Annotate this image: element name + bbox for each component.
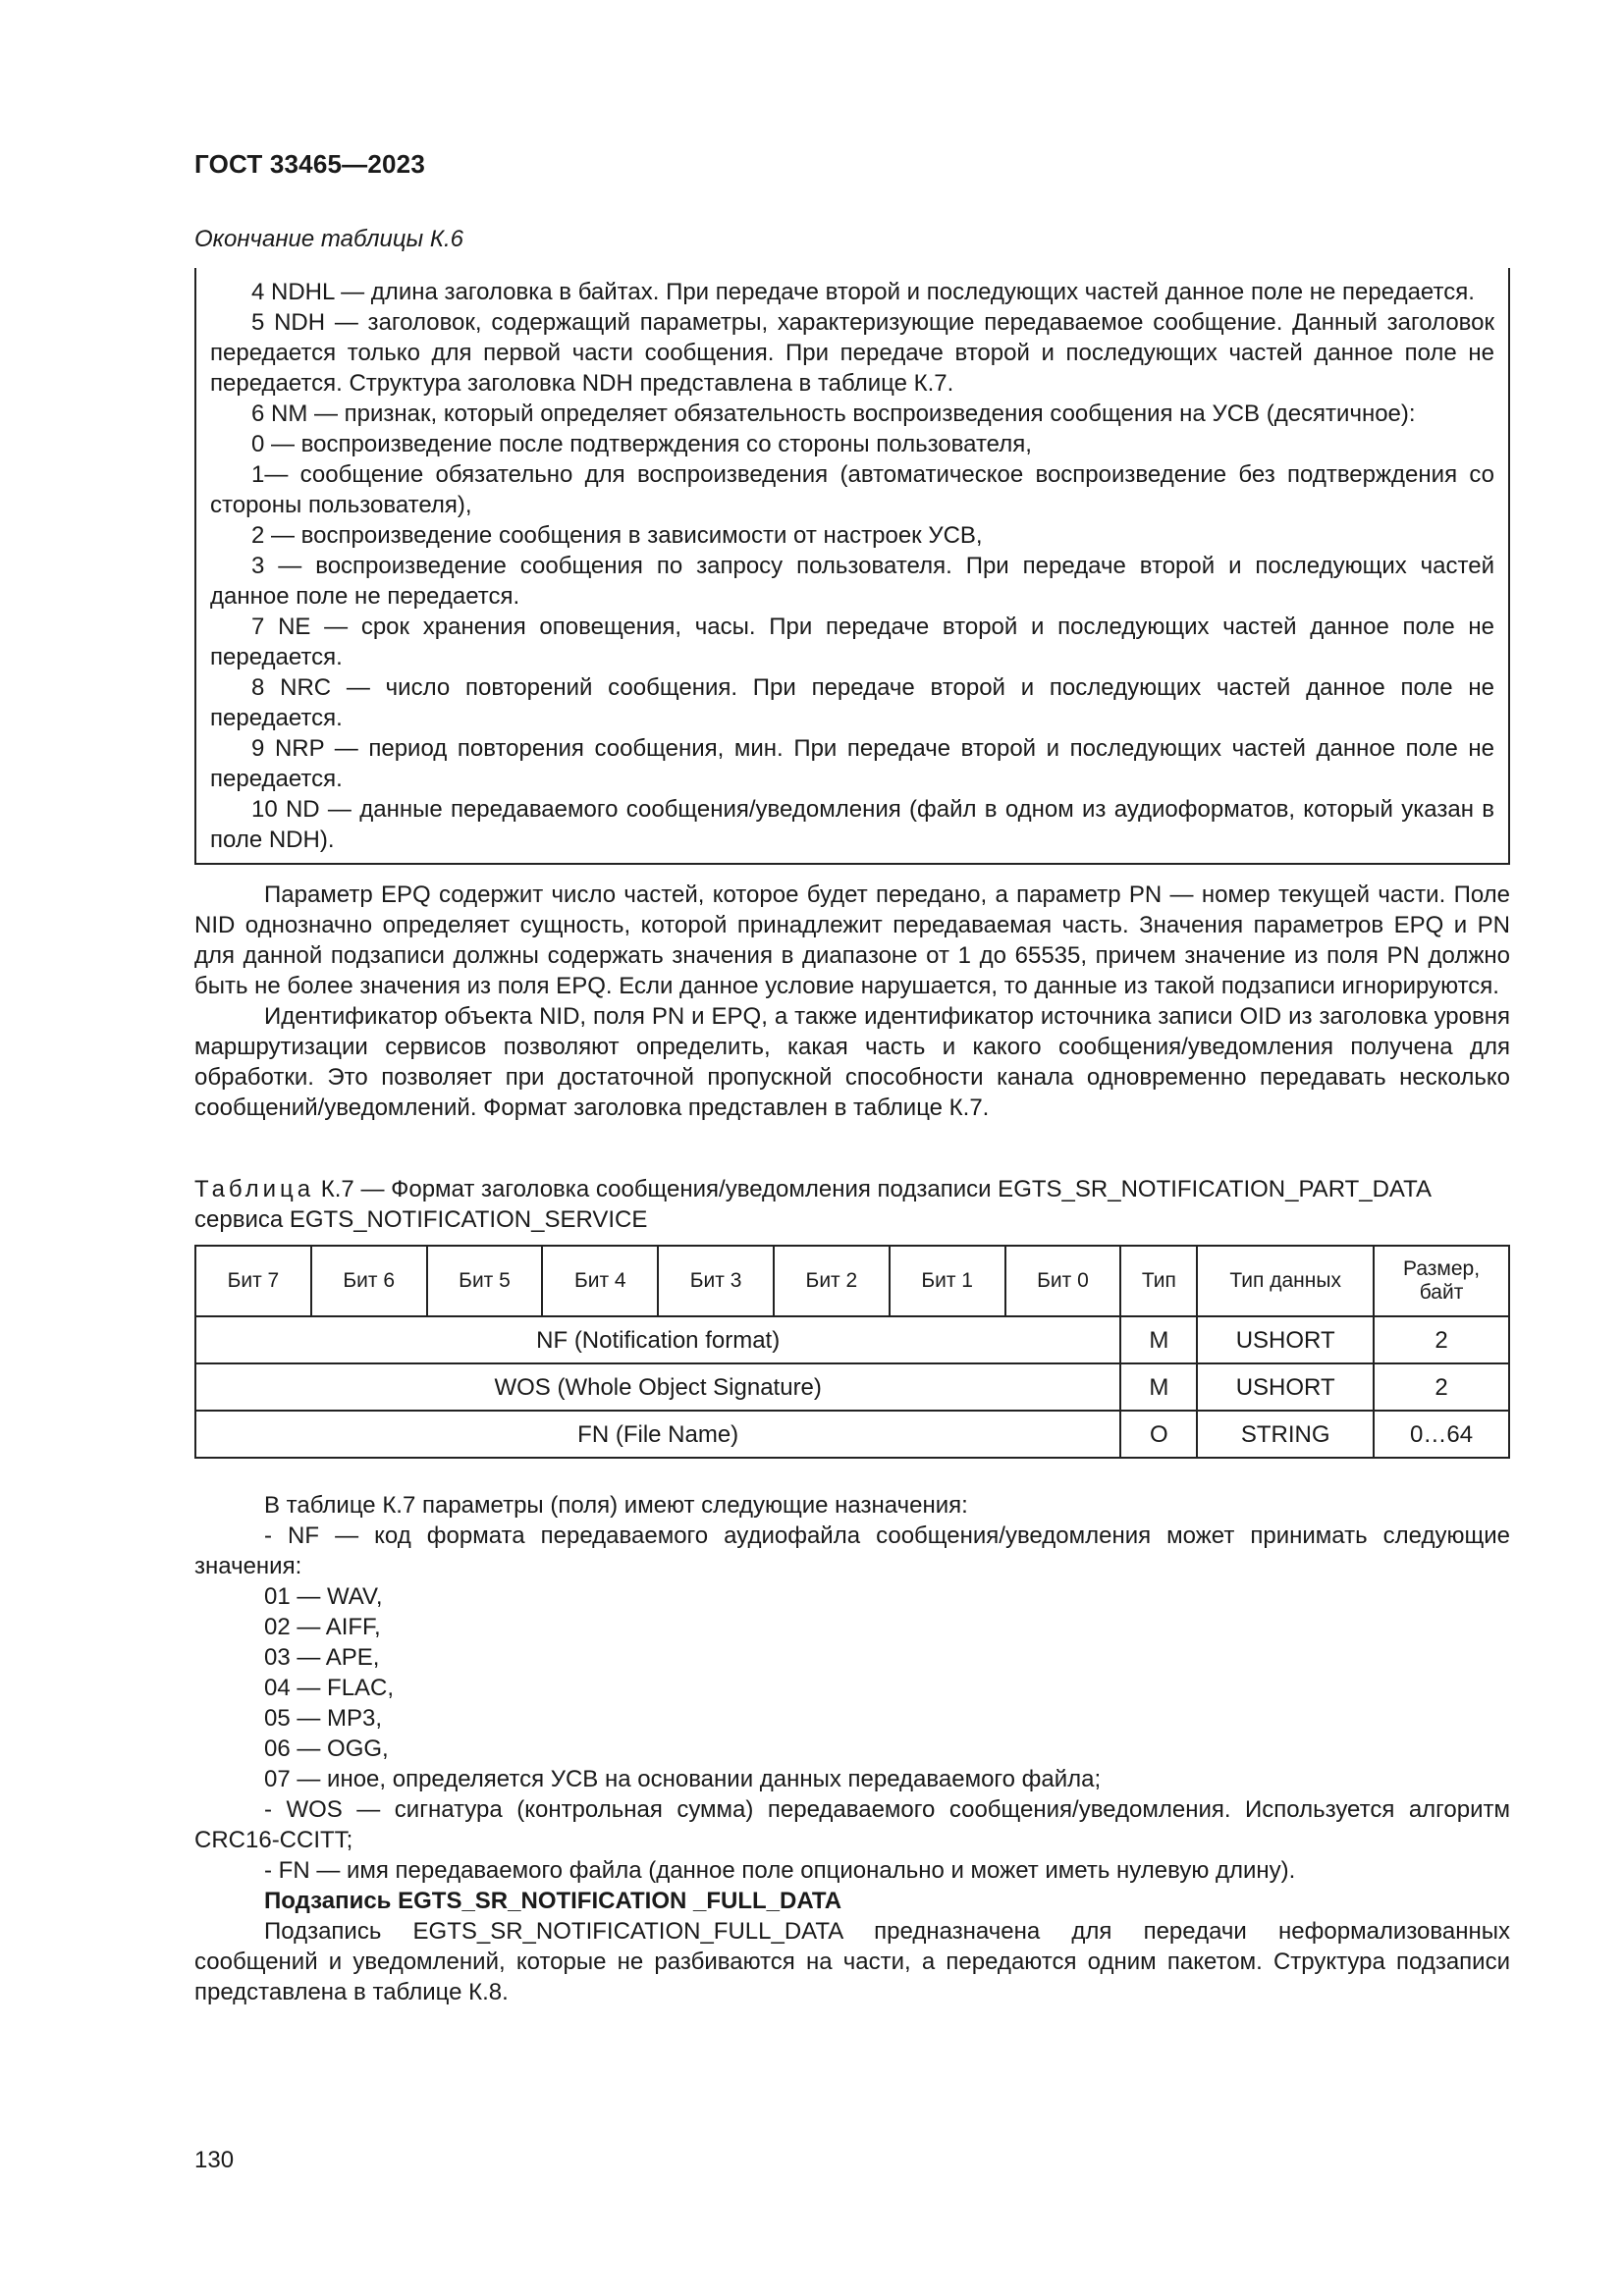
size-cell: 2 [1374,1363,1509,1411]
header-bit4: Бит 4 [542,1246,658,1316]
description-paragraph: - FN — имя передаваемого файла (данное поле опционально и может иметь нулевую длину). [264,1857,1296,1884]
table-row [195,1316,1509,1363]
header-bit0: Бит 0 [1005,1246,1121,1316]
size-cell: 0…64 [1374,1411,1509,1458]
format-code-item: 01 — WAV, [264,1583,383,1610]
table-k6-notes [194,268,1510,865]
data-type-cell: USHORT [1197,1363,1374,1411]
body-paragraph: Параметр EPQ содержит число частей, которое будет передано, а параметр PN — номер текущей части. Поле NID однозначно определяет сущность, которой принадлежит передаваемая часть. Значения параметров EPQ и PN для данной подзаписи должны содержать значения в диапазоне от 1 до 65535, причем значение из поля PN должно быть не более значения из поля EPQ. Если данное условие нарушается, то данные из такой подзаписи игнорируются. [194,881,1510,999]
note-item: 7 NE — срок хранения оповещения, часы. При передаче второй и последующих частей данное поле не передается. [210,614,1494,670]
table-row [195,1363,1509,1411]
table-caption-word: Таблица [194,1176,315,1202]
note-item: 8 NRC — число повторений сообщения. При передаче второй и последующих частей данное поле не передается. [210,674,1494,731]
field-name-cell: FN (File Name) [195,1411,1120,1458]
table-k7-description [194,1490,1510,2007]
description-paragraph: Подзапись EGTS_SR_NOTIFICATION_FULL_DATA предназначена для передачи неформализованных сообщений и уведомлений, которые не разбиваются на части, а передаются одним пакетом. Структура подзаписи представлена в таблице К.8. [194,1918,1510,2005]
field-name-cell: WOS (Whole Object Signature) [195,1363,1120,1411]
note-item: 6 NM — признак, который определяет обязательность воспроизведения сообщения на УСВ (десятичное): [251,400,1416,427]
description-paragraph: - WOS — сигнатура (контрольная сумма) передаваемого сообщения/уведомления. Используется алгоритм CRC16-CCITT; [194,1796,1510,1853]
table-header-row [195,1246,1509,1316]
table-k7-caption [194,1174,1510,1235]
note-item: 10 ND — данные передаваемого сообщения/уведомления (файл в одном из аудиоформатов, который указан в поле NDH). [210,796,1494,853]
header-data-type: Тип данных [1197,1246,1374,1316]
table-row [195,1411,1509,1458]
header-bit6: Бит 6 [311,1246,427,1316]
note-item: 1— сообщение обязательно для воспроизведения (автоматическое воспроизведение без подтверждения со стороны пользователя), [210,461,1494,518]
field-name-cell: NF (Notification format) [195,1316,1120,1363]
size-cell: 2 [1374,1316,1509,1363]
format-code-item: 07 — иное, определяется УСВ на основании данных передаваемого файла; [264,1766,1102,1792]
note-item: 4 NDHL — длина заголовка в байтах. При передаче второй и последующих частей данное поле не передается. [251,279,1475,305]
type-cell: M [1120,1363,1197,1411]
note-item: 5 NDH — заголовок, содержащий параметры, характеризующие передаваемое сообщение. Данный заголовок передается только для первой части сообщения. При передаче второй и последующих частей данное поле не передается. Структура заголовка NDH представлена в таблице К.7. [210,309,1494,397]
header-bit2: Бит 2 [774,1246,890,1316]
note-item: 3 — воспроизведение сообщения по запросу пользователя. При передаче второй и последующих частей данное поле не передается. [210,553,1494,610]
header-size: Размер, байт [1374,1246,1509,1316]
description-paragraph: В таблице К.7 параметры (поля) имеют следующие назначения: [264,1492,968,1519]
type-cell: M [1120,1316,1197,1363]
header-bit1: Бит 1 [890,1246,1005,1316]
format-code-item: 06 — OGG, [264,1735,389,1762]
header-bit7: Бит 7 [195,1246,311,1316]
note-item: 9 NRP — период повторения сообщения, мин. При передаче второй и последующих частей данное поле не передается. [210,735,1494,792]
table-continuation-label: Окончание таблицы К.6 [194,226,464,252]
type-cell: O [1120,1411,1197,1458]
page-number: 130 [194,2147,235,2173]
header-bit5: Бит 5 [427,1246,543,1316]
note-item: 0 — воспроизведение после подтверждения со стороны пользователя, [251,431,1032,457]
note-item: 2 — воспроизведение сообщения в зависимости от настроек УСВ, [251,522,983,549]
table-caption-text: К.7 — Формат заголовка сообщения/уведомления подзаписи EGTS_SR_NOTIFICATION_PART_DATA сервиса EGTS_NOTIFICATION_SERVICE [194,1176,1431,1233]
data-type-cell: STRING [1197,1411,1374,1458]
format-code-item: 05 — MP3, [264,1705,383,1732]
header-type: Тип [1120,1246,1197,1316]
format-code-item: 03 — APE, [264,1644,380,1671]
description-paragraph: - NF — код формата передаваемого аудиофайла сообщения/уведомления может принимать следующие значения: [194,1522,1510,1579]
table-k7 [194,1245,1510,1459]
format-code-item: 04 — FLAC, [264,1675,395,1701]
document-header: ГОСТ 33465—2023 [194,149,425,179]
format-code-item: 02 — AIFF, [264,1614,381,1640]
body-text [194,880,1510,1123]
header-bit3: Бит 3 [658,1246,774,1316]
section-heading: Подзапись EGTS_SR_NOTIFICATION _FULL_DATA [264,1888,842,1914]
data-type-cell: USHORT [1197,1316,1374,1363]
body-paragraph: Идентификатор объекта NID, поля PN и EPQ, а также идентификатор источника записи OID из заголовка уровня маршрутизации сервисов позволяют определить, какая часть и какого сообщения/уведомления получена для обработки. Это позволяет при достаточной пропускной способности канала одновременно передавать несколько сообщений/уведомлений. Формат заголовка представлен в таблице К.7. [194,1003,1510,1121]
